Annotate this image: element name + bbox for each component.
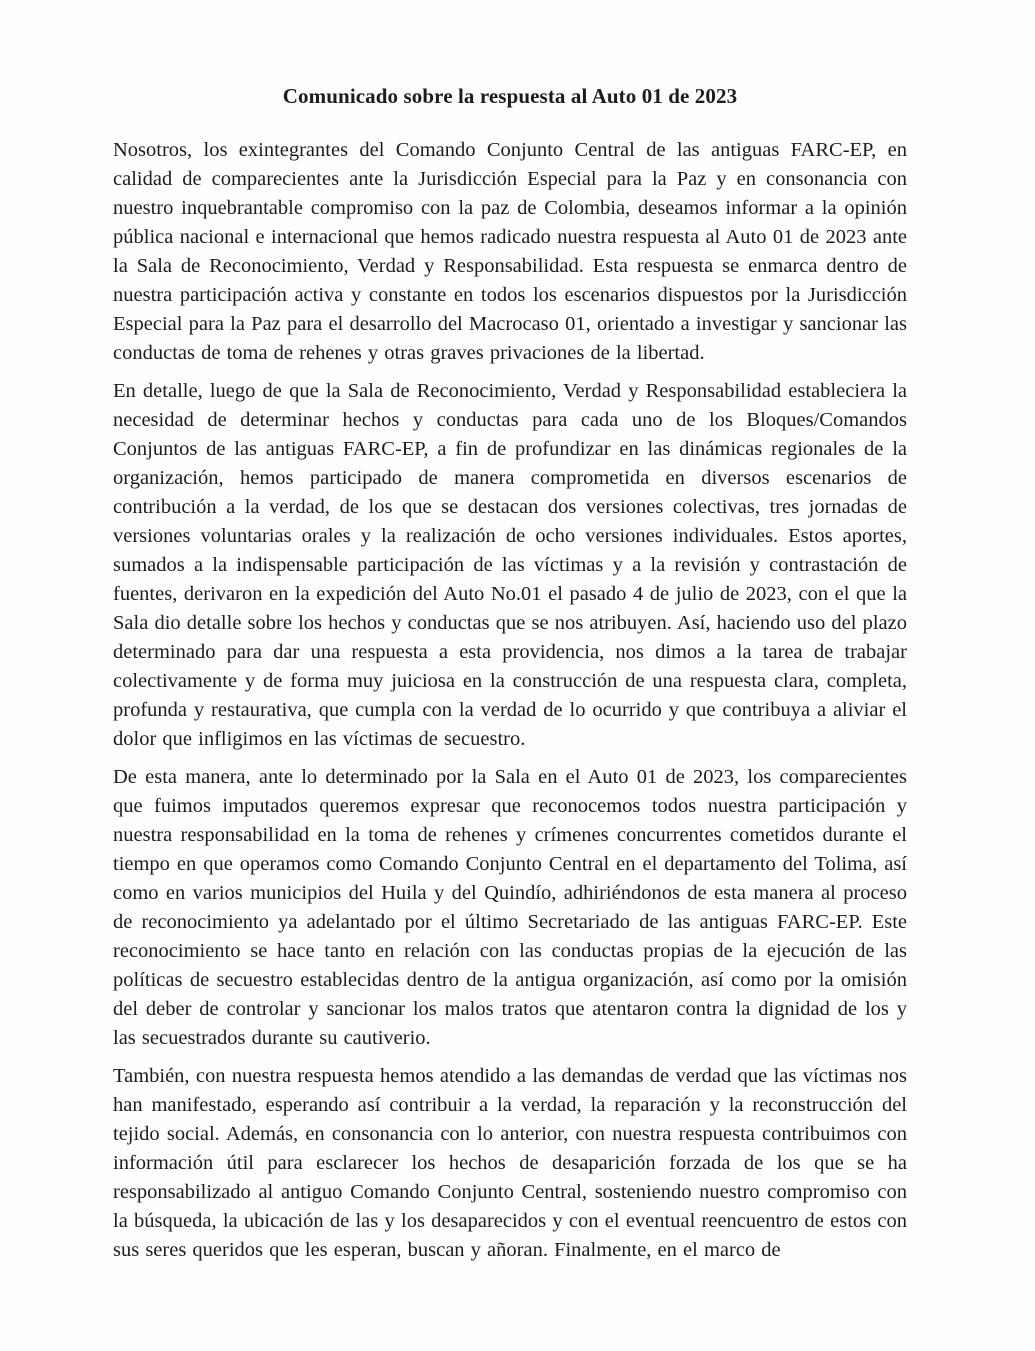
paragraph-victims: También, con nuestra respuesta hemos atendido a las demandas de verdad que las víctimas nos han manifestado, esperando así contribuir a la verdad, la reparación y la reconstrucción del tejido social. Además, en consonancia con lo anterior, con nuestra respuesta contribuimos con información útil para esclarecer los hechos de desaparición forzada de los que se ha responsabilizado al antiguo Comando Conjunto Central, sosteniendo nuestro compromiso con la búsqueda, la ubicación de las y los desaparecidos y con el eventual reencuentro de estos con sus seres queridos que les esperan, buscan y añoran. Finalmente, en el marco de	[113, 1065, 907, 1261]
paragraph-recognition: De esta manera, ante lo determinado por la Sala en el Auto 01 de 2023, los comparecientes que fuimos imputados queremos expresar que reconocemos todos nuestra participación y nuestra responsabilidad en la toma de rehenes y crímenes concurrentes cometidos durante el tiempo en que operamos como Comando Conjunto Central en el departamento del Tolima, así como en varios municipios del Huila y del Quindío, adhiriéndonos de esta manera al proceso de reconocimiento ya adelantado por el último Secretariado de las antiguas FARC-EP. Este reconocimiento se hace tanto en relación con las conductas propias de la ejecución de las políticas de secuestro establecidas dentro de la antigua organización, así como por la omisión del deber de controlar y sancionar los malos tratos que atentaron contra la dignidad de los y las secuestrados durante su cautiverio.	[113, 766, 907, 1049]
paragraph-detail: En detalle, luego de que la Sala de Reconocimiento, Verdad y Responsabilidad estableciera la necesidad de determinar hechos y conductas para cada uno de los Bloques/Comandos Conjuntos de las antiguas FARC-EP, a fin de profundizar en las dinámicas regionales de la organización, hemos participado de manera comprometida en diversos escenarios de contribución a la verdad, de los que se destacan dos versiones colectivas, tres jornadas de versiones voluntarias orales y la realización de ocho versiones individuales. Estos aportes, sumados a la indispensable participación de las víctimas y a la revisión y contrastación de fuentes, derivaron en la expedición del Auto No.01 el pasado 4 de julio de 2023, con el que la Sala dio detalle sobre los hechos y conductas que se nos atribuyen. Así, haciendo uso del plazo determinado para dar una respuesta a esta providencia, nos dimos a la tarea de trabajar colectivamente y de forma muy juiciosa en la construcción de una respuesta clara, completa, profunda y restaurativa, que cumpla con la verdad de lo ocurrido y que contribuya a aliviar el dolor que infligimos en las víctimas de secuestro.	[113, 380, 907, 750]
document-title: Comunicado sobre la respuesta al Auto 01 de 2023	[282, 84, 738, 108]
paragraph-intro: Nosotros, los exintegrantes del Comando Conjunto Central de las antiguas FARC-EP, en calidad de comparecientes ante la Jurisdicción Especial para la Paz y en consonancia con nuestro inquebrantable compromiso con la paz de Colombia, deseamos informar a la opinión pública nacional e internacional que hemos radicado nuestra respuesta al Auto 01 de 2023 ante la Sala de Reconocimiento, Verdad y Responsabilidad. Esta respuesta se enmarca dentro de nuestra participación activa y constante en todos los escenarios dispuestos por la Jurisdicción Especial para la Paz para el desarrollo del Macrocaso 01, orientado a investigar y sancionar las conductas de toma de rehenes y otras graves privaciones de la libertad.	[113, 139, 907, 364]
